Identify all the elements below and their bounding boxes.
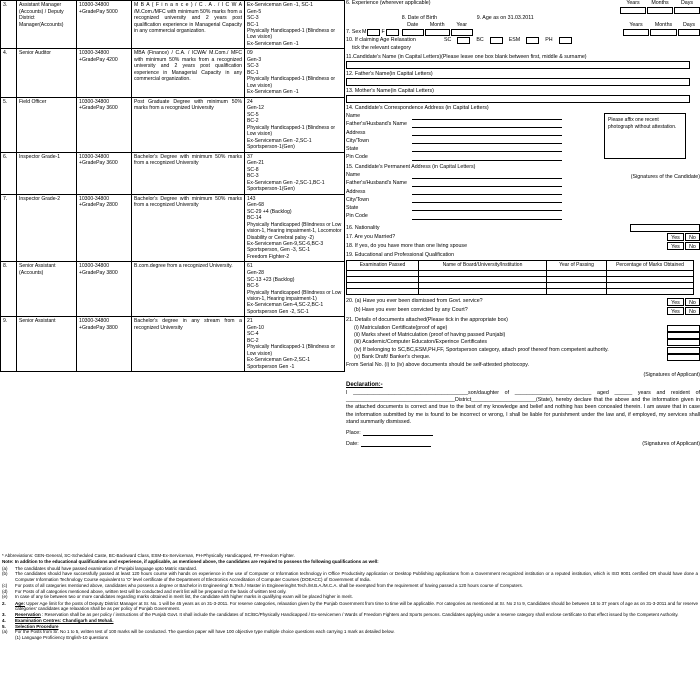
- q9-months-input[interactable]: [650, 29, 677, 36]
- cell-pay: 10300-34800 +GradePay 3800: [77, 317, 132, 372]
- note-key-c: (c): [2, 582, 8, 588]
- addr-label-name: Name: [346, 113, 361, 120]
- q13-label: 13. Mother's Name(in Capital Letters): [346, 87, 434, 94]
- category-item: Ex-Serviceman Gen -2,SC-1,BC-1: [247, 179, 325, 186]
- education-table: [346, 260, 694, 295]
- age-heading: Age:: [15, 600, 25, 606]
- addr-father-input[interactable]: [412, 122, 562, 128]
- q20b-convicted: [346, 307, 700, 315]
- declaration: [346, 381, 700, 426]
- q6-label: 6. Experience (wherever applicable): [346, 0, 431, 6]
- q21-item-3-checkbox[interactable]: [667, 339, 700, 346]
- q13-mother-name: [346, 88, 700, 103]
- perm-label-father: Father's/Husband's Name: [346, 180, 407, 187]
- category-item: Physically Handicapped-1 (Blindness or Low vision): [247, 344, 336, 357]
- cell-post: Assistant Manager (Accounts) / Deputy District Manager(Accounts): [17, 1, 77, 49]
- category-item: Ex-Serviceman Gen-4,SC-2,BC-1: [247, 302, 324, 309]
- addr-label-address: Address: [346, 129, 366, 136]
- category-item: Ex-Serviceman Gen-2,SC-1: [247, 357, 311, 364]
- cell-pay: 10300-34800 +GradePay 3600: [77, 152, 132, 194]
- q10-ph-checkbox[interactable]: [559, 37, 572, 44]
- q8-col-date: Date: [407, 22, 419, 29]
- note-key-a: (a): [2, 565, 8, 571]
- q7-female-checkbox[interactable]: [386, 29, 399, 36]
- table-row: [1, 1, 345, 49]
- category-item: Gen-21: [247, 160, 264, 167]
- q12-father-name: [346, 71, 700, 86]
- category-item: Sportsperson, Gen -3, SC-1: [247, 247, 311, 254]
- note-text-c: For posts of all categories mentioned above, candidates who possess a degree or Bachelor in Engineering/ B.Tech./ Master in Engineering/M.Tech./M.B.A./M.C.A. shall be exempted from the requirement of having passed a 120 hours course of Computers.: [15, 582, 524, 588]
- category-item: SC-29 +4 (Backlog): [247, 208, 292, 215]
- category-top: 143: [247, 195, 256, 202]
- q7-q8-q9-row: [346, 15, 700, 36]
- age-text: Upper Age limit for the posts of Deputy District Manager at Sr. No. 1 will be 45 years as on 31-3-2011. For reserve categories, relaxation given by the Punjab Government from time to time will be applicable. For categories as mentioned at Sr. No 2 to 9, Candidates should be between 18 to 37 years of age as on 31-3-2011 and for reserve categories' candidates age relaxation shall be as per policy of Punjab Government.: [15, 600, 698, 612]
- addr-label-father: Father's/Husband's Name: [346, 121, 407, 128]
- q8-dob: [402, 15, 473, 36]
- q6-years-input[interactable]: [620, 7, 646, 14]
- q20a-label: 20. (a) Have you ever been dismissed from Govt. service?: [346, 298, 483, 305]
- q21-item-4-checkbox[interactable]: [667, 347, 700, 354]
- category-item: Gen-10: [247, 324, 264, 331]
- q7-sex: [346, 29, 399, 36]
- addr-address-input[interactable]: [412, 130, 562, 136]
- col-year: Year of Passing: [547, 261, 607, 271]
- perm-city-input[interactable]: [412, 197, 562, 203]
- note-text-d: For Posts of all categories mentioned above, written test will be conducted and merit list will be prepared on the basis of written test only.: [15, 588, 287, 594]
- cell-percent[interactable]: [607, 288, 694, 294]
- q10-age-relaxation: [346, 37, 700, 51]
- application-form: [346, 0, 700, 448]
- place-input[interactable]: [363, 430, 433, 436]
- cell-sn: 8.: [1, 262, 17, 317]
- category-item: SC-3: [247, 63, 259, 70]
- category-item: Physically Handicapped (Blindness or Low vision-1, Hearing impairment-1): [247, 289, 342, 302]
- cell-qualification: Bachelor's degree in any stream from a recognized University: [132, 317, 245, 372]
- place-row: [346, 430, 700, 437]
- category-item: Sportsperson Gen -1: [247, 363, 295, 370]
- exam-key: 4.: [2, 617, 6, 623]
- q8-date-input[interactable]: [402, 29, 424, 36]
- q8-label: 8. Date of Birth: [401, 15, 438, 22]
- q9-age: [477, 15, 700, 36]
- category-item: Ex-Serviceman Gen-9,SC-6,BC-3: [247, 240, 324, 247]
- addr-pin-input[interactable]: [412, 155, 562, 161]
- cell-post: Inspector Grade-1: [17, 152, 77, 194]
- q11-label: 11.Candidate's Name (in Capital Letters)(Please leave one box blank between first, middle & surname): [346, 53, 587, 60]
- q17-label: 17. Are you Married?: [346, 233, 396, 240]
- q6-experience: [346, 0, 700, 14]
- declaration-title: Declaration:-: [346, 381, 383, 388]
- cell-sn: 6.: [1, 152, 17, 194]
- addr-state-input[interactable]: [412, 146, 562, 152]
- perm-address-input[interactable]: [412, 189, 562, 195]
- q21-item-3: (iii) Academic/Computer Educaton/Experince Certificates: [354, 339, 488, 346]
- category-item: Physically Handicapped-1 (Blindness or Low vision): [247, 124, 336, 138]
- table-row[interactable]: [347, 288, 694, 294]
- cell-category: [245, 317, 345, 372]
- table-row: [1, 262, 345, 317]
- category-item: SC-13 +23 (Backlog): [247, 276, 295, 283]
- category-top: 09: [247, 50, 253, 57]
- photo-note: Please affix one recent photograph without attestation.: [608, 117, 677, 131]
- addr-city-input[interactable]: [412, 138, 562, 144]
- category-item: Gen-68: [247, 202, 264, 209]
- selection-last-line: [2, 635, 698, 641]
- q10-opt-bc: BC: [476, 37, 484, 44]
- q7-label: 7. Sex: [346, 29, 362, 36]
- category-item: BC-2: [247, 118, 259, 125]
- q20b-no-checkbox[interactable]: No: [685, 307, 700, 315]
- q18-living-spouse: [346, 242, 700, 250]
- q6-col-months: Months: [651, 0, 669, 6]
- q21-item-2-checkbox[interactable]: [667, 332, 700, 339]
- cell-category: [245, 262, 345, 317]
- q15-permanent-address: [346, 164, 700, 220]
- cell-category: [245, 152, 345, 194]
- cell-pay: 10300-34800 +GradePay 5000: [77, 1, 132, 49]
- q6-col-years: Years: [626, 0, 640, 6]
- category-top: 21: [247, 318, 253, 325]
- cell-qualification: Bachelor's Degree with minimum 50% marks from a recognized University: [132, 152, 245, 194]
- declaration-body: I _______________________________________son/daughter of __________________________ aged ______ years and resident of _____________________________________District______________________(State), hereby declare that the above and the information given in the attached documents is correct and true to the best of my knowledge and belief and nothing has been concealed therein. I am aware that in case the information submitted by me is found to be incorrect or wrong, I shall be liable for punishment under the law and, if employed, my services shall stand summarily dismissed.: [346, 390, 700, 425]
- q21-documents: [346, 317, 700, 369]
- addr-label-pin: Pin Code: [346, 153, 368, 160]
- q18-yes-checkbox[interactable]: Yes: [667, 242, 684, 250]
- q21-note: From Serial No. (i) to (iv) above documents should be self-attested photocopy.: [346, 361, 530, 368]
- note-key-b: (b): [2, 571, 8, 577]
- q21-item-5: (v) Bank Draft/ Banker's cheque.: [354, 353, 431, 360]
- addr-label-state: State: [346, 145, 359, 152]
- q8-col-year: Year: [456, 22, 468, 29]
- q18-no-checkbox[interactable]: No: [685, 242, 700, 250]
- q14-label: 14. Candidate's Correspondence Address (in Capital Letters): [346, 105, 489, 112]
- category-item: Ex-Serviceman Gen -1: [247, 40, 299, 47]
- selection-language-line: (1) Language Proficiency English-10 questions: [15, 635, 109, 640]
- perm-father-input[interactable]: [412, 181, 562, 187]
- category-item: SC-4: [247, 331, 259, 338]
- age-key: 2.: [2, 600, 6, 606]
- table-row: [1, 49, 345, 97]
- q6-days-input[interactable]: [674, 7, 700, 14]
- q10-label: 10. If claiming Age Relaxation: [346, 37, 416, 44]
- exam-heading: Examination Centres: Chandigarh and Mohali.: [15, 617, 114, 623]
- category-item: BC-2: [247, 337, 259, 344]
- cell-pay: 10300-34800 +GradePay 2800: [77, 194, 132, 262]
- note-text-e: In case of any tie between two or more candidates regarding marks obtained in merit list, the candidate with higher marks in qualifying exam will be placed higher in merit.: [15, 594, 353, 600]
- q21-item-1: (i) Matriculation Certificate(proof of age): [354, 325, 448, 332]
- q12-label: 12. Father's Name(in Capital Letters): [346, 70, 433, 77]
- cell-sn: 4.: [1, 49, 17, 97]
- category-item: BC-1: [247, 69, 259, 76]
- category-item: Ex-Serviceman Gen -1: [247, 89, 299, 96]
- note-text-a: The candidates should have passed examination of Punjabi language upto Matric standard.: [15, 565, 198, 571]
- note-key-e: (e): [2, 594, 8, 600]
- category-item: Sportsperson-1(Gen): [247, 186, 295, 193]
- category-item: SC-3: [247, 15, 259, 22]
- q21-item-1-checkbox[interactable]: [667, 325, 700, 332]
- q16-label: 16. Nationality: [346, 224, 380, 231]
- q19-label: 19. Educational and Professional Qualification: [346, 252, 455, 259]
- q19-education: [346, 252, 700, 295]
- cell-category: [245, 49, 345, 97]
- q10-sc-checkbox[interactable]: [457, 37, 470, 44]
- selection-key: 5.: [2, 623, 6, 629]
- cell-sn: 7.: [1, 194, 17, 262]
- q9-col-months: Months: [654, 22, 673, 29]
- category-top: 37: [247, 153, 253, 160]
- note-key-d: (d): [2, 588, 8, 594]
- category-item: BC-3: [247, 173, 259, 180]
- q7-female-label: F: [381, 29, 385, 36]
- q16-nationality-input[interactable]: [630, 224, 700, 232]
- q16-nationality: [346, 224, 700, 232]
- q21-item-4: (iv) If belonging to SC,BC,ESM,PH,FF, Sportsperson category, attach proof thereof from competent authority.: [354, 346, 609, 353]
- cell-pay: 10300-34800 +GradePay 3600: [77, 97, 132, 152]
- cell-post: Senior Auditor: [17, 49, 77, 97]
- selection-a-key: (a): [2, 629, 8, 635]
- cell-post: Field Officer: [17, 97, 77, 152]
- note-heading: Note: In addition to the educational qualifications and experience, if applicable, as mentioned above, the candidates are required to possess the following qualifications as well:: [2, 559, 379, 565]
- cell-pay: 10300-34800 +GradePay 3800: [77, 262, 132, 317]
- q10-sublabel: tick the relevant category: [352, 44, 411, 51]
- cell-exam[interactable]: [347, 288, 419, 294]
- q17-yes-checkbox[interactable]: Yes: [667, 233, 684, 241]
- q8-month-input[interactable]: [425, 29, 450, 36]
- reservation-key: 3.: [2, 612, 6, 617]
- cell-board[interactable]: [419, 288, 547, 294]
- table-row: [1, 317, 345, 372]
- addr-label-city: City/Town: [346, 137, 369, 144]
- note-item-e: [2, 594, 698, 600]
- q20a-yes-checkbox[interactable]: Yes: [667, 298, 684, 306]
- q11-candidate-name: [346, 54, 700, 69]
- cell-post: Senior Assistant (Accounts): [17, 262, 77, 317]
- q17-married: [346, 233, 700, 241]
- note-text-b: The candidates should have successfully passed at least 120 hours course with hands on experience in the use of Computer or Information technology in Office Productivity application or Desktop Publishing applications from a Government recognized institution or a reputed institution, which is ISO 9001 certified OR should have done a Computer Information Technology Course equivalent to 'O' level certificate of the Department of Electronics Accreditation of Computer Courses (DOEACC) of Government of India.: [15, 571, 698, 582]
- cell-pay: 10300-34800 +GradePay 4200: [77, 49, 132, 97]
- qualification-table-container: [0, 0, 344, 552]
- q21-label: 21. Details of documents attached(Please tick in the appropriate box): [346, 316, 508, 323]
- q21-item-2: (ii) Marks sheet of Matriculation (proof of having passed Punjabi): [354, 332, 506, 339]
- cell-qualification: MBA (Finance) / C.A. / ICWA/ M.Com./ MFC with minimum 50% marks from a recognized university and 2 years post qualification experience in Managerial Capacity in any commercial organization.: [132, 49, 245, 97]
- perm-label-city: City/Town: [346, 196, 369, 203]
- q8-col-month: Month: [429, 22, 445, 29]
- cell-post: Inspector Grade-2: [17, 194, 77, 262]
- category-item: Gen-28: [247, 269, 264, 276]
- q10-esm-checkbox[interactable]: [526, 37, 539, 44]
- category-top: 61: [247, 263, 253, 270]
- table-row: [1, 194, 345, 262]
- cell-category: [245, 194, 345, 262]
- abbreviations: * Abbreviations: GEN-General, SC-Scheduled Caste, BC-Backward Class, ESM-Ex-Serviceman, PH-Physically Handicapped, FF-Freedom Fighter.: [2, 553, 295, 558]
- q9-label: 9. Age as on 31.03.2011: [476, 15, 534, 22]
- category-item: BC-14: [247, 215, 262, 222]
- q6-boxes: [620, 0, 700, 14]
- q9-days-input[interactable]: [678, 29, 700, 36]
- cell-post: Senior Assistant: [17, 317, 77, 372]
- category-item: Sportsperson-1(Gen): [247, 144, 295, 151]
- cell-sn: 9.: [1, 317, 17, 372]
- reservation-text: : Reservation shall be as per policy / instructions of the Punjab Govt. It shall include the candidates of SC/BC/Physically Handicapped / Ex-servicemen / Wards of Freedom Fighters and Sports persons. Candidates applying under a reserve category shall enclose certificate to that effect issued by the Competent Authority.: [42, 612, 679, 617]
- footnotes: [2, 553, 698, 641]
- q10-bc-checkbox[interactable]: [490, 37, 503, 44]
- cell-qualification: M B A ( F i n a n c e ) / C . A . / I C W A /M.Com./MFC with minimum 50% marks from a recognized university and 2 years post qualification experience in Managerial Capacity in any commercial organization.: [132, 1, 245, 49]
- q8-year-input[interactable]: [451, 29, 473, 36]
- reservation-heading: Reservation: [15, 612, 41, 617]
- q21-item-5-checkbox[interactable]: [667, 354, 700, 361]
- q7-male-checkbox[interactable]: [367, 29, 380, 36]
- cell-qualification: Bachelor's Degree with minimum 50% marks from a recognized University: [132, 194, 245, 262]
- selection-a-text: For the Posts from Sr. No 1 to 5, written test of 100 marks will be conducted. The question paper will have 100 objective type multiple choice questions each carrying 1 mark as detailed below.: [15, 629, 395, 635]
- q17-no-checkbox[interactable]: No: [685, 233, 700, 241]
- q6-col-days: Days: [680, 0, 694, 6]
- photo-placeholder: [604, 113, 686, 159]
- table-row: [1, 152, 345, 194]
- q7-male-label: M: [362, 29, 367, 36]
- cell-year[interactable]: [547, 288, 607, 294]
- category-item: Freedom Fighter-2: [247, 253, 290, 260]
- q15-label: 15. Candidate's Permanent Address (in Capital Letters): [346, 164, 476, 171]
- category-item: Ex-Serviceman Gen -2,SC-1: [247, 137, 312, 144]
- q9-col-days: Days: [682, 22, 696, 29]
- category-item: Gen-12: [247, 105, 264, 112]
- signature-candidate: (Signatures of the Candidate): [630, 174, 700, 181]
- addr-name-input[interactable]: [412, 114, 562, 120]
- qualification-table: [0, 0, 345, 372]
- q10-opt-sc: SC: [444, 37, 452, 44]
- category-top: 24: [247, 98, 253, 105]
- category-item: Physically Handicapped-1 (Blindness or Low vision): [247, 28, 336, 41]
- col-board: Name of Board/University/Institution: [419, 261, 547, 271]
- q10-opt-esm: ESM: [508, 37, 521, 44]
- cell-qualification: Post Graduate Degree with minimum 50% marks from a recognized University: [132, 97, 245, 152]
- q6-months-input[interactable]: [647, 7, 673, 14]
- table-row: [1, 97, 345, 152]
- q13-mother-input[interactable]: [346, 95, 690, 103]
- category-item: SC-5: [247, 111, 259, 118]
- signature-applicant-1: (Signatures of Applicant): [643, 371, 700, 378]
- category-item: SC-8: [247, 166, 259, 173]
- q9-years-input[interactable]: [623, 29, 649, 36]
- selection-heading: Selection Procedure: [15, 623, 59, 629]
- cell-category: [245, 1, 345, 49]
- q20a-dismissed: [346, 298, 700, 306]
- cell-category: [245, 97, 345, 152]
- cell-sn: 3.: [1, 1, 17, 49]
- education-header-row: [347, 261, 694, 271]
- cell-sn: 5.: [1, 97, 17, 152]
- category-item: Gen-5: [247, 8, 262, 15]
- col-exam-passed: Examination Passed: [347, 261, 419, 271]
- q18-label: 18. If yes, do you have more than one living spouse: [346, 242, 468, 249]
- signature-applicant-2: (Signatures of Applicant): [642, 440, 700, 447]
- category-item: BC-5: [247, 283, 259, 290]
- perm-label-state: State: [346, 204, 359, 211]
- category-item: Physically Handicapped-1 (Blindness or Low vision): [247, 76, 336, 89]
- category-item: Physically Handicapped (Blindness or Low vision-1, Hearing impairment-1, Locomotor Disability or Cerebral palsy -2): [247, 221, 342, 241]
- q10-opt-ph: PH: [545, 37, 553, 44]
- perm-state-input[interactable]: [412, 205, 562, 211]
- date-label: Date:: [346, 440, 359, 447]
- q11-name-input[interactable]: [346, 61, 690, 69]
- perm-name-input[interactable]: [412, 173, 562, 179]
- category-top: Ex-Serviceman Gen -1, SC-1: [247, 2, 313, 8]
- perm-label-pin: Pin Code: [346, 212, 368, 219]
- category-item: Gen-3: [247, 56, 262, 63]
- q9-col-years: Years: [629, 22, 643, 29]
- date-row: [346, 441, 700, 448]
- cell-qualification: B.com.degree from a recognized University.: [132, 262, 245, 317]
- perm-pin-input[interactable]: [412, 214, 562, 220]
- date-input[interactable]: [361, 441, 431, 447]
- q12-father-input[interactable]: [346, 78, 690, 86]
- category-item: BC-1: [247, 21, 259, 28]
- q20b-yes-checkbox[interactable]: Yes: [667, 307, 684, 315]
- perm-label-address: Address: [346, 188, 366, 195]
- place-label: Place:: [346, 429, 361, 436]
- q20b-label: (b) Have you ever been convicted by any Court?: [354, 307, 468, 314]
- category-item: Sportsperson Gen -2, SC-1: [247, 308, 309, 315]
- q20a-no-checkbox[interactable]: No: [685, 298, 700, 306]
- perm-label-name: Name: [346, 172, 361, 179]
- q14-correspondence-address: [346, 105, 700, 161]
- col-percentage: Percentage of Marks Obtained: [607, 261, 694, 271]
- age-clause: [2, 601, 698, 613]
- note-item-b: [2, 571, 698, 583]
